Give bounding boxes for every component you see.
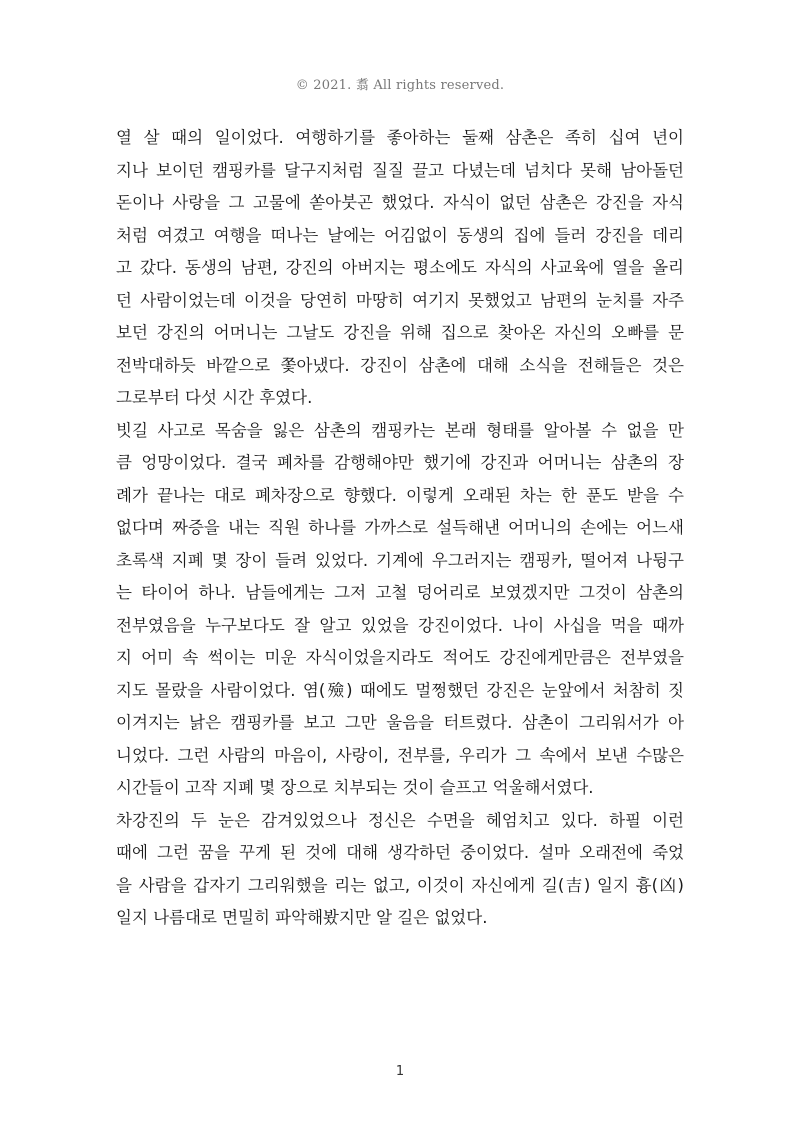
text-line: 없다며 짜증을 내는 직원 하나를 가까스로 설득해낸 어머니의 손에는 어느새 xyxy=(116,518,684,537)
text-line: 처럼 여겼고 여행을 떠나는 날에는 어김없이 동생의 집에 들러 강진을 데리 xyxy=(116,225,684,245)
text-line: 큼 엉망이었다. 결국 폐차를 감행해야만 했기에 강진과 어머니는 삼촌의 장 xyxy=(116,453,684,472)
page-number: 1 xyxy=(395,1064,405,1079)
text-line: 이겨지는 낡은 캠핑카를 보고 그만 울음을 터트렸다. 삼촌이 그리워서가 아 xyxy=(116,713,684,732)
text-line: 보던 강진의 어머니는 그날도 강진을 위해 집으로 찾아온 자신의 오빠를 문 xyxy=(116,323,684,342)
text-line: 니었다. 그런 사람의 마음이, 사랑이, 전부를, 우리가 그 속에서 보낸 수많은 xyxy=(116,745,684,765)
paragraph xyxy=(116,415,684,805)
text-line: 고 갔다. 동생의 남편, 강진의 아버지는 평소에도 자식의 사교육에 열을 올리 xyxy=(116,258,684,277)
text-line: 전박대하듯 바깥으로 쫓아냈다. 강진이 삼촌에 대해 소식을 전해들은 것은 xyxy=(116,355,684,375)
text-line: 일지 나름대로 면밀히 파악해봤지만 알 길은 없었다. xyxy=(116,908,488,927)
text-line: 을 사람을 갑자기 그리워했을 리는 없고, 이것이 자신에게 길(吉) 일지 흉(凶) xyxy=(116,875,684,895)
text-line: 빗길 사고로 목숨을 잃은 삼촌의 캠핑카는 본래 형태를 알아볼 수 없을 만 xyxy=(116,420,684,440)
text-line: 그로부터 다섯 시간 후였다. xyxy=(116,388,313,407)
paragraph xyxy=(116,122,684,415)
text-line: 전부였음을 누구보다도 잘 알고 있었을 강진이었다. 나이 사십을 먹을 때까 xyxy=(116,615,684,635)
text-line: 는 타이어 하나. 남들에게는 그저 고철 덩어리로 보였겠지만 그것이 삼촌의 xyxy=(116,583,684,602)
text-line: 례가 끝나는 대로 폐차장으로 향했다. 이렇게 오래된 차는 한 푼도 받을 수 xyxy=(116,485,684,505)
copyright-notice: © 2021. 翥 All rights reserved. xyxy=(295,78,505,93)
text-line: 지 어미 속 썩이는 미운 자식이었을지라도 적어도 강진에게만큼은 전부였을 xyxy=(116,648,684,667)
text-line: 차강진의 두 눈은 감겨있었으나 정신은 수면을 헤엄치고 있다. 하필 이런 xyxy=(116,810,684,830)
text-line: 지나 보이던 캠핑카를 달구지처럼 질질 끌고 다녔는데 넘치다 못해 남아돌던 xyxy=(116,160,684,180)
text-line: 던 사람이었는데 이것을 당연히 마땅히 여기지 못했었고 남편의 눈치를 자주 xyxy=(116,290,684,310)
body-text xyxy=(116,122,684,935)
text-line: 지도 몰랐을 사람이었다. 염(殮) 때에도 멀쩡했던 강진은 눈앞에서 처참히 짓 xyxy=(116,680,684,700)
text-line: 열 살 때의 일이었다. 여행하기를 좋아하는 둘째 삼촌은 족히 십여 년이 xyxy=(116,128,684,147)
text-line: 시간들이 고작 지폐 몇 장으로 치부되는 것이 슬프고 억울해서였다. xyxy=(116,778,594,797)
paragraph xyxy=(116,805,684,935)
text-line: 때에 그런 꿈을 꾸게 된 것에 대해 생각하던 중이었다. 설마 오래전에 죽었 xyxy=(116,843,684,862)
text-line: 초록색 지폐 몇 장이 들려 있었다. 기계에 우그러지는 캠핑카, 떨어져 나뒹구 xyxy=(116,550,684,570)
text-line: 돈이나 사랑을 그 고물에 쏟아붓곤 했었다. 자식이 없던 삼촌은 강진을 자식 xyxy=(116,193,684,212)
